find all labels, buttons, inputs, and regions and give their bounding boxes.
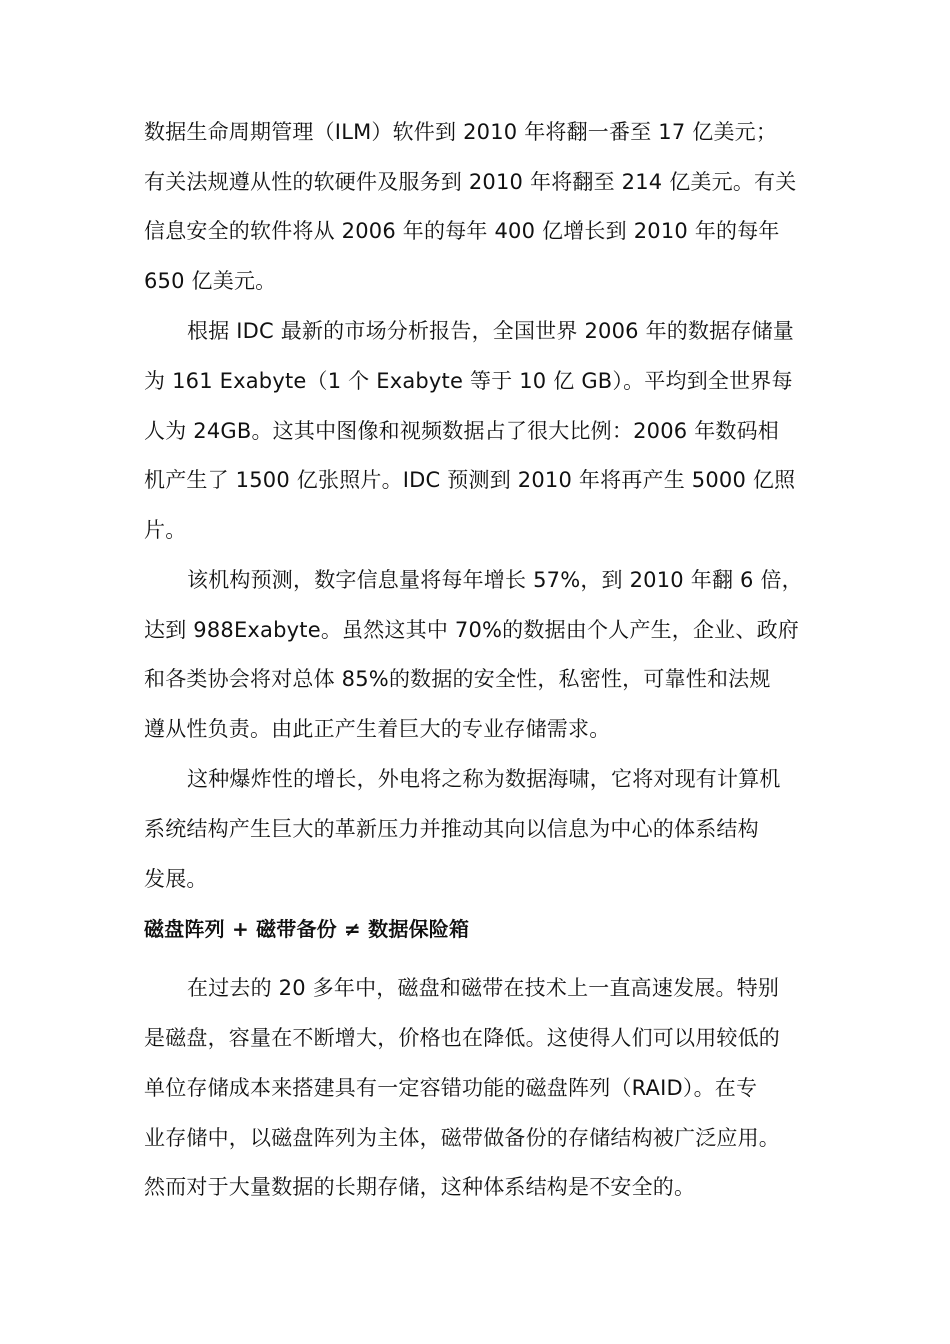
text-line: 遵从性负责。由此正产生着巨大的专业存储需求。 bbox=[144, 717, 611, 741]
section-heading: 磁盘阵列 + 磁带备份 ≠ 数据保险箱 bbox=[144, 917, 470, 941]
paragraph-start-line: 根据 IDC 最新的市场分析报告，全国世界 2006 年的数据存储量 bbox=[187, 319, 794, 343]
text-line: 机产生了 1500 亿张照片。IDC 预测到 2010 年将再产生 5000 亿照 bbox=[144, 468, 796, 492]
text-line: 然而对于大量数据的长期存储，这种体系结构是不安全的。 bbox=[144, 1175, 696, 1199]
text-line: 片。 bbox=[144, 518, 187, 542]
text-line: 650 亿美元。 bbox=[144, 269, 277, 293]
text-line: 数据生命周期管理（ILM）软件到 2010 年将翻一番至 17 亿美元； bbox=[144, 120, 778, 144]
text-line: 业存储中，以磁盘阵列为主体，磁带做备份的存储结构被广泛应用。 bbox=[144, 1126, 780, 1150]
text-line: 系统结构产生巨大的革新压力并推动其向以信息为中心的体系结构 bbox=[144, 817, 759, 841]
paragraph-start-line: 在过去的 20 多年中，磁盘和磁带在技术上一直高速发展。特别 bbox=[187, 976, 780, 1000]
text-line: 和各类协会将对总体 85%的数据的安全性，私密性，可靠性和法规 bbox=[144, 667, 771, 691]
text-line: 信息安全的软件将从 2006 年的每年 400 亿增长到 2010 年的每年 bbox=[144, 219, 780, 243]
text-line: 发展。 bbox=[144, 867, 208, 891]
text-line: 达到 988Exabyte。虽然这其中 70%的数据由个人产生，企业、政府 bbox=[144, 618, 799, 642]
paragraph-start-line: 该机构预测，数字信息量将每年增长 57%，到 2010 年翻 6 倍， bbox=[187, 568, 803, 592]
text-line: 是磁盘，容量在不断增大，价格也在降低。这使得人们可以用较低的 bbox=[144, 1026, 780, 1050]
text-line: 单位存储成本来搭建具有一定容错功能的磁盘阵列（RAID）。在专 bbox=[144, 1076, 758, 1100]
text-line: 有关法规遵从性的软硬件及服务到 2010 年将翻至 214 亿美元。有关 bbox=[144, 170, 797, 194]
text-line: 人为 24GB。这其中图像和视频数据占了很大比例：2006 年数码相 bbox=[144, 419, 779, 443]
paragraph-start-line: 这种爆炸性的增长，外电将之称为数据海啸，它将对现有计算机 bbox=[187, 767, 781, 791]
text-line: 为 161 Exabyte（1 个 Exabyte 等于 10 亿 GB）。平均到全世界每 bbox=[144, 369, 793, 393]
